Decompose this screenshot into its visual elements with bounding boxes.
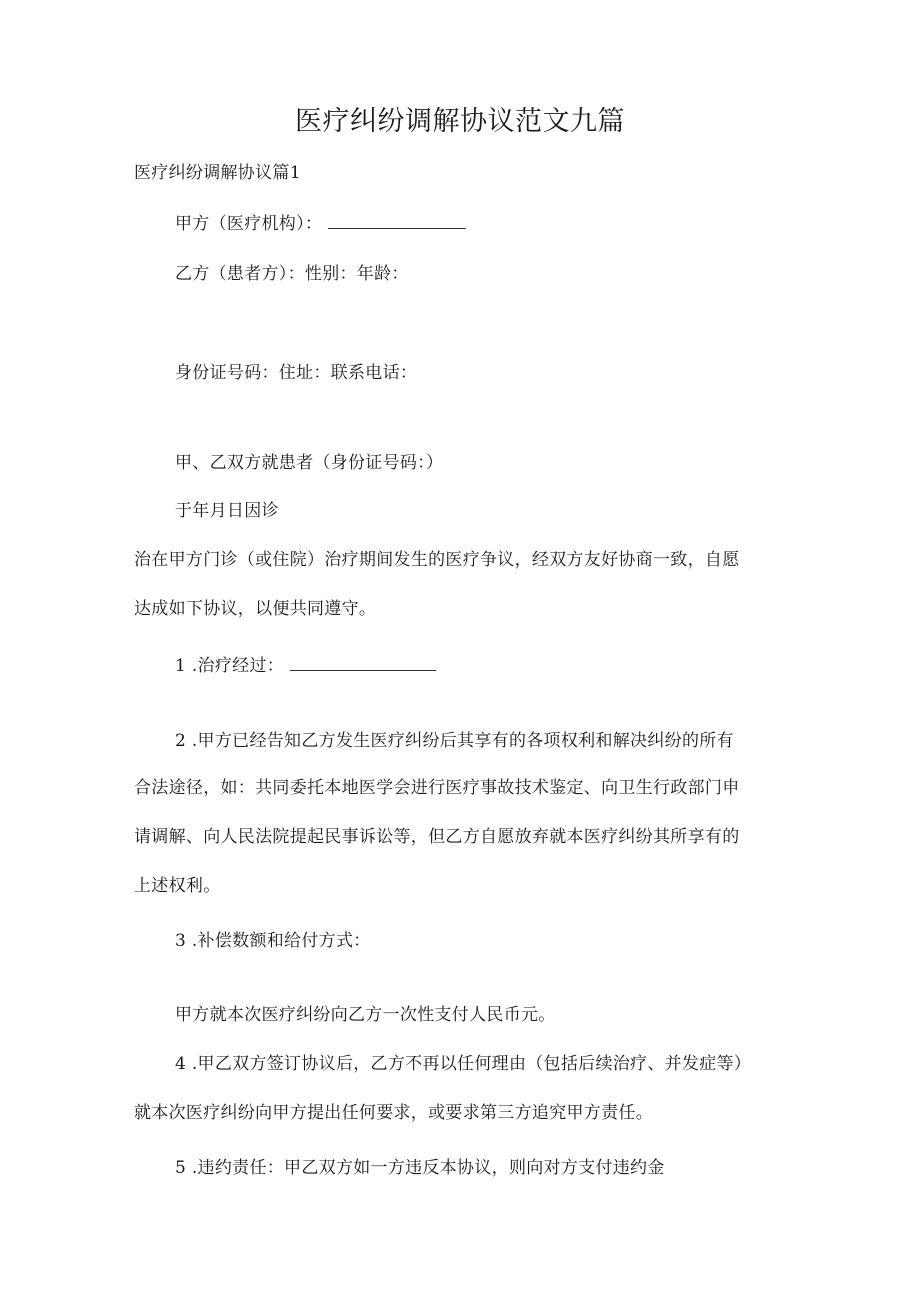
parties-line: 甲、乙双方就患者（身份证号码：） — [175, 453, 444, 473]
document-title: 医疗纠纷调解协议范文九篇 — [295, 106, 625, 137]
item-3 — [175, 930, 371, 952]
item-3-text: .补偿数额和给付方式： — [191, 931, 371, 951]
item-2-number: 2 — [175, 731, 187, 751]
item-4-line-1 — [175, 1053, 751, 1075]
item-4-number: 4 — [175, 1054, 187, 1074]
item-1-blank — [290, 656, 436, 671]
party-b-line: 乙方（患者方）：性别：年龄： — [175, 264, 409, 284]
item-5 — [175, 1157, 665, 1179]
item-3-body: 甲方就本次医疗纠纷向乙方一次性支付人民币元。 — [175, 1005, 556, 1025]
date-line: 于年月日因诊 — [175, 501, 279, 521]
item-2-line-3: 请调解、向人民法院提起民事诉讼等，但乙方自愿放弃就本医疗纠纷其所享有的 — [134, 827, 740, 847]
item-2-line-4: 上述权利。 — [134, 876, 221, 896]
party-a-label: 甲方（医疗机构）： — [175, 214, 323, 234]
section-heading: 医疗纠纷调解协议篇1 — [134, 163, 301, 183]
item-1 — [175, 655, 436, 677]
intro-line-1: 治在甲方门诊（或住院）治疗期间发生的医疗争议，经双方友好协商一致，自愿 — [134, 550, 740, 570]
item-2-text: .甲方已经告知乙方发生医疗纠纷后其享有的各项权利和解决纠纷的所有 — [191, 731, 734, 751]
item-5-number: 5 — [175, 1158, 187, 1178]
item-4-line-2: 就本次医疗纠纷向甲方提出任何要求，或要求第三方追究甲方责任。 — [134, 1103, 653, 1123]
item-2-line-1 — [175, 730, 734, 752]
item-2-line-2: 合法途径，如：共同委托本地医学会进行医疗事故技术鉴定、向卫生行政部门申 — [134, 778, 740, 798]
item-3-number: 3 — [175, 931, 187, 951]
party-a-blank — [328, 214, 466, 229]
item-1-text: .治疗经过： — [191, 656, 285, 676]
item-4-text: .甲乙双方签订协议后，乙方不再以任何理由（包括后续治疗、并发症等） — [191, 1054, 752, 1074]
id-address-phone-line: 身份证号码：住址：联系电话： — [175, 363, 418, 383]
intro-line-2: 达成如下协议，以便共同遵守。 — [134, 599, 377, 619]
item-1-number: 1 — [175, 656, 187, 676]
party-a-line — [175, 213, 466, 235]
item-5-text: .违约责任：甲乙双方如一方违反本协议，则向对方支付违约金 — [191, 1158, 665, 1178]
